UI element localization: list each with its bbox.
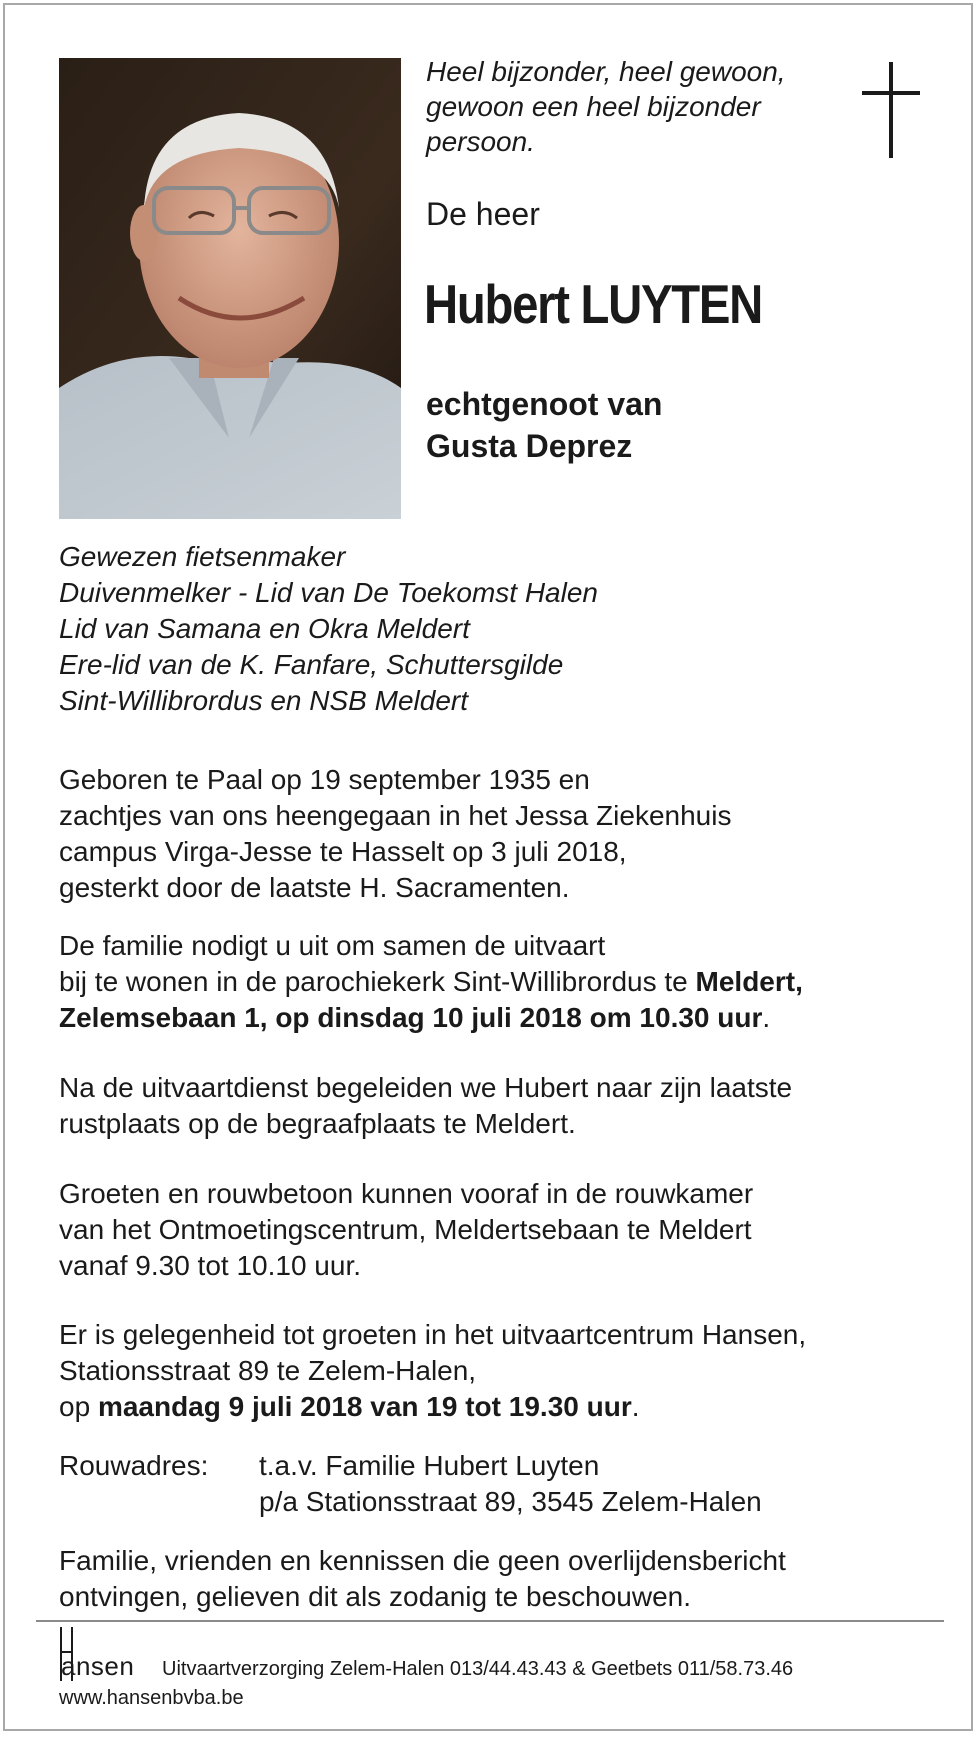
funeral-paragraph xyxy=(59,928,803,1036)
text-line: campus Virga-Jesse te Hasselt op 3 juli 2018, xyxy=(59,836,627,867)
role-line: Sint-Willibrordus en NSB Meldert xyxy=(59,685,468,716)
roles-list xyxy=(59,539,598,719)
address-label: Rouwadres: xyxy=(59,1450,209,1481)
quote xyxy=(426,54,826,159)
cross-icon xyxy=(862,62,922,158)
spouse-line: echtgenoot van xyxy=(426,386,663,422)
funeral-datetime: Zelemsebaan 1, op dinsdag 10 juli 2018 om 10.30 uur xyxy=(59,1002,763,1033)
text-span: bij te wonen in de parochiekerk Sint-Willibrordus te xyxy=(59,966,696,997)
text-line: gesterkt door de laatste H. Sacramenten. xyxy=(59,872,570,903)
text-line: Groeten en rouwbetoon kunnen vooraf in de rouwkamer xyxy=(59,1178,754,1209)
hansen-logo xyxy=(59,1625,159,1683)
deceased-name: Hubert LUYTEN xyxy=(424,273,762,335)
birth-paragraph xyxy=(59,762,731,906)
spouse-info xyxy=(426,383,662,467)
visitation-datetime: maandag 9 juli 2018 van 19 tot 19.30 uur xyxy=(97,1391,632,1422)
address-line: p/a Stationsstraat 89, 3545 Zelem-Halen xyxy=(259,1486,762,1517)
text-line: Na de uitvaartdienst begeleiden we Hubert naar zijn laatste xyxy=(59,1072,793,1103)
role-line: Duivenmelker - Lid van De Toekomst Halen xyxy=(59,577,598,608)
text-line xyxy=(59,1389,806,1425)
text-line: Stationsstraat 89 te Zelem-Halen, xyxy=(59,1355,477,1386)
divider xyxy=(36,1620,944,1622)
closing-paragraph xyxy=(59,1543,786,1615)
footer-contact: Uitvaartverzorging Zelem-Halen 013/44.43.43 & Geetbets 011/58.73.46 xyxy=(162,1658,794,1680)
text-line xyxy=(59,964,803,1000)
burial-paragraph xyxy=(59,1070,792,1142)
greetings-paragraph xyxy=(59,1176,753,1284)
role-line: Lid van Samana en Okra Meldert xyxy=(59,613,470,644)
quote-line: persoon. xyxy=(426,126,535,157)
text-span: op xyxy=(59,1391,98,1422)
footer-website-link[interactable]: www.hansenbvba.be xyxy=(59,1687,244,1709)
text-line xyxy=(59,1000,803,1036)
text-line: vanaf 9.30 tot 10.10 uur. xyxy=(59,1250,362,1281)
text-span: . xyxy=(762,1002,771,1033)
text-line: De familie nodigt u uit om samen de uitvaart xyxy=(59,930,606,961)
text-line xyxy=(59,1448,762,1484)
address-line: t.a.v. Familie Hubert Luyten xyxy=(259,1450,600,1481)
quote-line: gewoon een heel bijzonder xyxy=(426,91,761,122)
role-line: Ere-lid van de K. Fanfare, Schuttersgilde xyxy=(59,649,564,680)
mourning-address xyxy=(59,1448,762,1520)
text-span: . xyxy=(631,1391,640,1422)
text-line: zachtjes van ons heengegaan in het Jessa Ziekenhuis xyxy=(59,800,732,831)
role-line: Gewezen fietsenmaker xyxy=(59,541,346,572)
portrait-photo xyxy=(59,58,401,519)
quote-line: Heel bijzonder, heel gewoon, xyxy=(426,56,786,87)
text-line: Familie, vrienden en kennissen die geen overlijdensbericht xyxy=(59,1545,786,1576)
text-line: Geboren te Paal op 19 september 1935 en xyxy=(59,764,590,795)
text-line: ontvingen, gelieven dit als zodanig te beschouwen. xyxy=(59,1581,691,1612)
text-line: rustplaats op de begraafplaats te Meldert. xyxy=(59,1108,576,1139)
visitation-paragraph xyxy=(59,1317,806,1425)
logo-wordmark: ansen xyxy=(61,1651,135,1681)
text-line: Er is gelegenheid tot groeten in het uitvaartcentrum Hansen, xyxy=(59,1319,807,1350)
funeral-location: Meldert, xyxy=(695,966,803,997)
spouse-line: Gusta Deprez xyxy=(426,428,633,464)
name-prefix: De heer xyxy=(426,196,540,232)
text-line: van het Ontmoetingscentrum, Meldertsebaan te Meldert xyxy=(59,1214,752,1245)
